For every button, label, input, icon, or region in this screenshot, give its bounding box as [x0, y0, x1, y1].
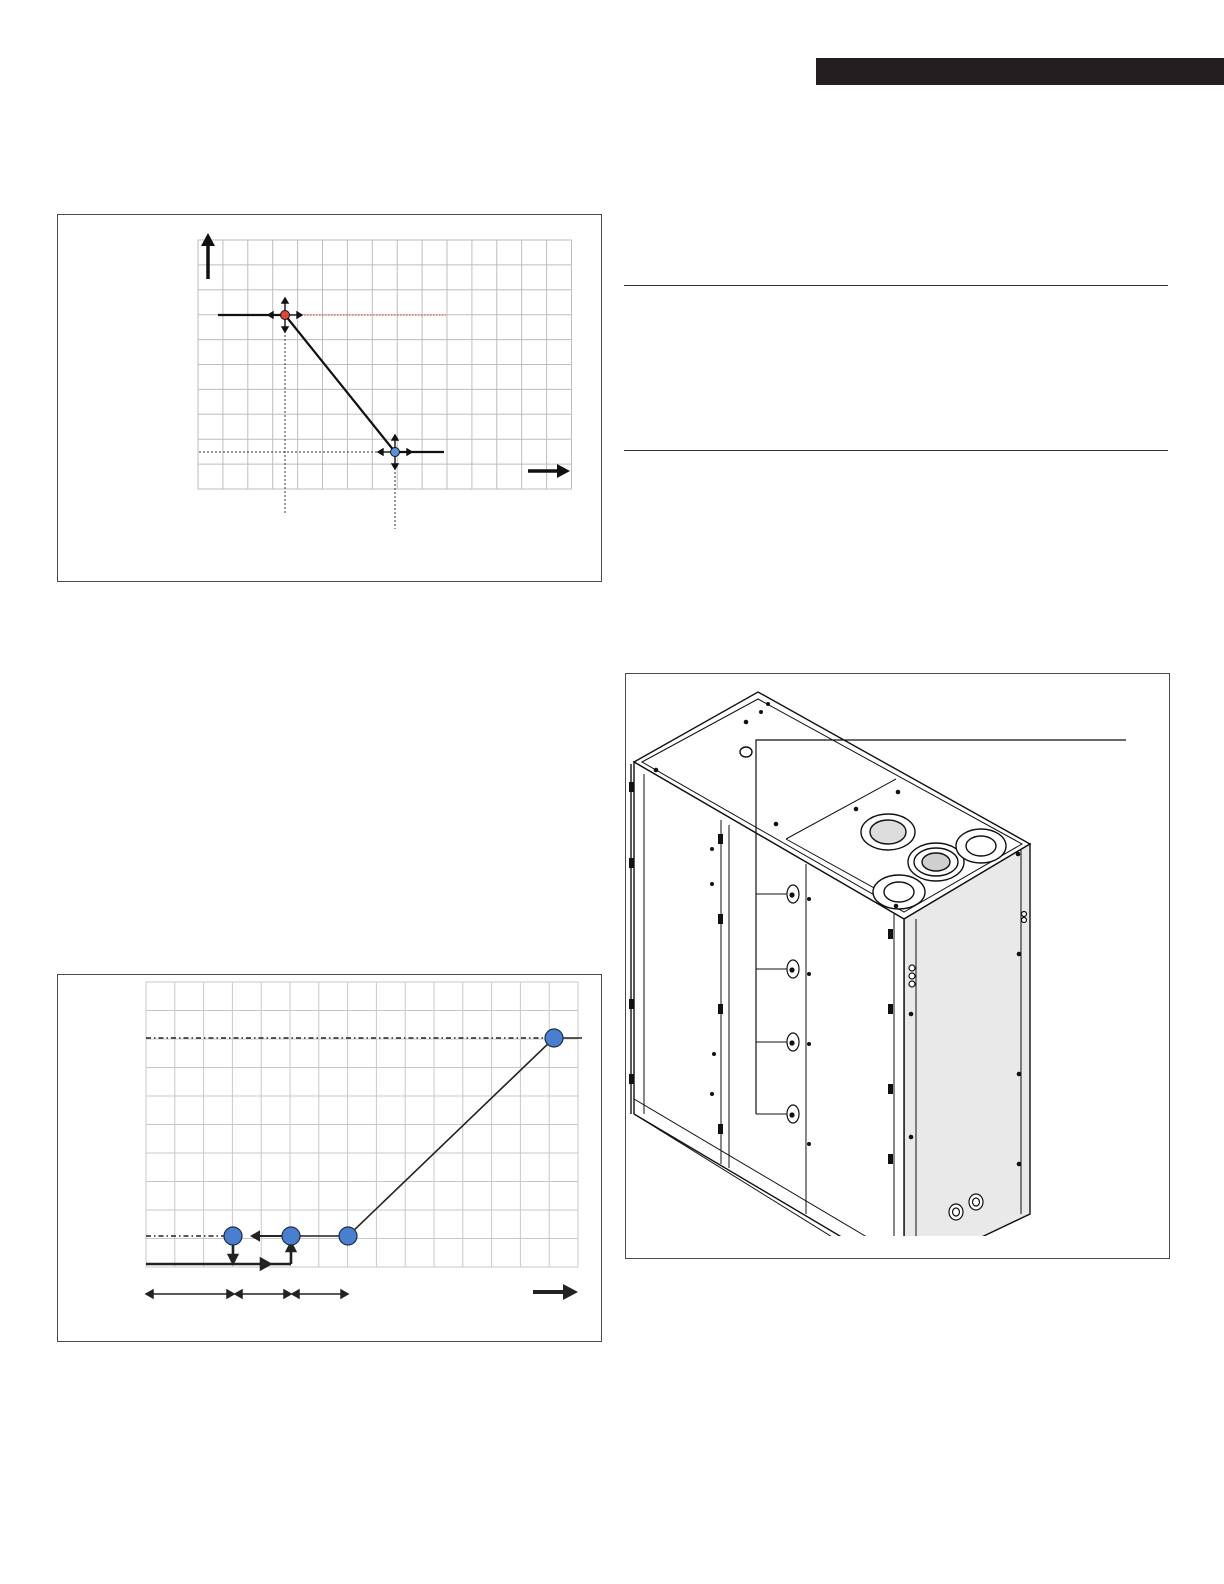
stage-point-1	[224, 1227, 242, 1245]
staging-ramp-svg	[58, 975, 601, 1341]
stage-point-3	[339, 1227, 357, 1245]
x-axis-arrow-icon	[528, 464, 570, 478]
interval-arrows	[146, 1290, 348, 1298]
figure-unit-cabinet	[625, 673, 1170, 1259]
high-setpoint-point	[281, 311, 290, 320]
cabinet-illustration	[626, 674, 1169, 1258]
section-header-bar	[816, 58, 1224, 85]
section-rule-top	[624, 285, 1168, 286]
setpoint-curve-line	[218, 315, 444, 452]
figure-staging-ramp	[57, 974, 602, 1342]
low-setpoint-point	[391, 448, 400, 457]
figure-setpoint-curve	[57, 214, 602, 582]
step-line	[146, 1243, 295, 1269]
stage-point-2	[282, 1227, 300, 1245]
chart-grid	[146, 982, 578, 1267]
setpoint-curve-svg	[58, 215, 601, 581]
section-rule-bottom	[624, 450, 1168, 451]
stage-point-4	[545, 1029, 563, 1047]
x-axis-arrow-icon	[533, 1284, 578, 1300]
